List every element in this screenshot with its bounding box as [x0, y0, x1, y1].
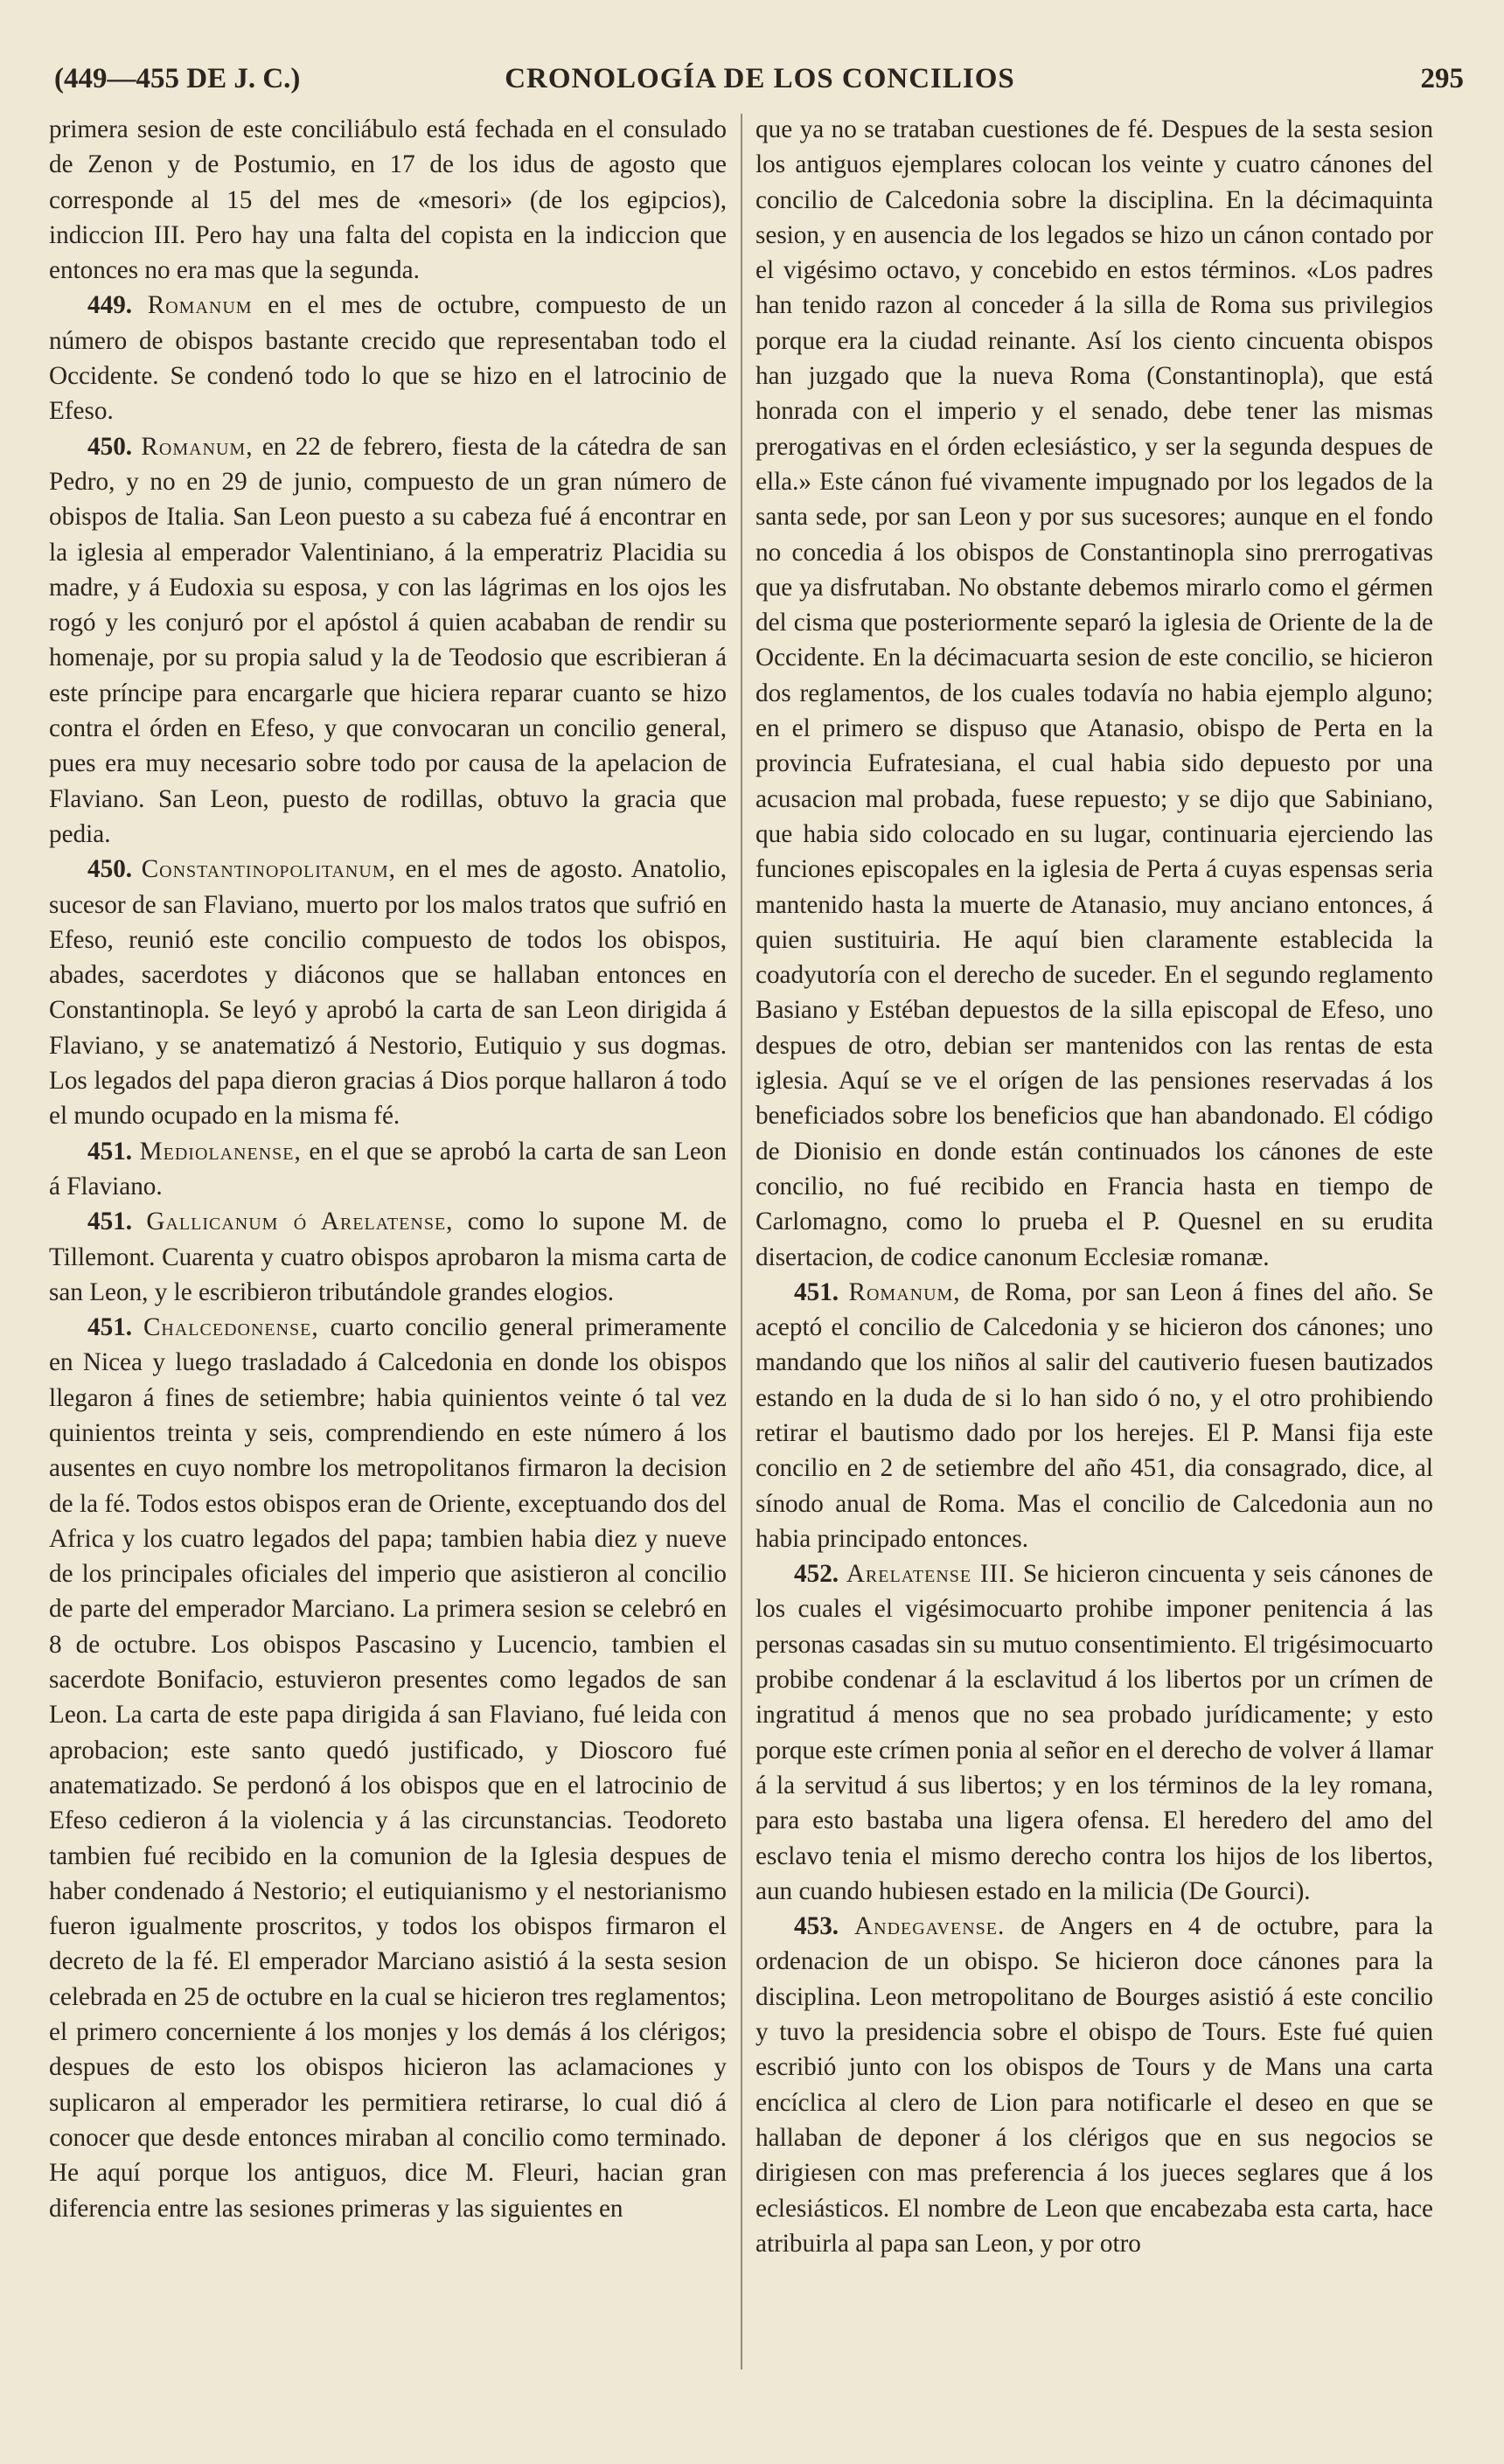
- council-name: Gallicanum ó Arelatense,: [146, 1208, 454, 1236]
- header-date-range: (449—455 DE J. C.): [54, 63, 301, 94]
- entry-450-constantinopolitanum: [49, 852, 727, 1133]
- entry-453-andegavense: [755, 1909, 1433, 2261]
- entry-number: 450.: [87, 432, 133, 461]
- page-number: 295: [1420, 63, 1464, 94]
- entry-number: 451.: [87, 1313, 133, 1342]
- entry-number: 453.: [794, 1912, 839, 1941]
- entry-449-romanum: [49, 288, 727, 428]
- entry-number: 450.: [87, 855, 133, 884]
- entry-451-chalcedonense: [49, 1310, 727, 2226]
- paragraph-continuation: que ya no se trataban cuestiones de fé. Despues de la sesta sesion los antiguos ejemplares colocan los veinte y cuatro cánones del concilio de Calcedonia sobre la disciplina. En la décimaquinta sesion, y en ausencia de los legados se hizo un cánon contado por el vigésimo octavo, y concebido en estos términos. «Los padres han tenido razon al conceder á la silla de Roma sus privilegios porque era la ciudad reinante. Así los ciento cincuenta obispos han juzgado que la nueva Roma (Constantinopla), que está honrada con el imperio y el senado, debe tener las mismas prerogativas en el órden eclesiástico, y ser la segunda despues de ella.» Este cánon fué vivamente impugnado por los legados de la santa sede, por san Leon y por sus sucesores; aunque en el fondo no concedia á los obispos de Constantinopla sino prerrogativas que ya disfrutaban. No obstante debemos mirarlo como el gérmen del cisma que posteriormente separó la iglesia de Oriente de la de Occidente. En la décimacuarta sesion de este concilio, se hicieron dos reglamentos, de los cuales todavía no habia ejemplo alguno; en el primero se dispuso que Atanasio, obispo de Perta en la provincia Eufratesiana, el cual habia sido depuesto por una acusacion mal probada, fuese repuesto; y se dijo que Sabiniano, que habia sido colocado en su lugar, continuaria ejerciendo las funciones episcopales en la iglesia de Perta á cuyas espensas seria mantenido hasta la muerte de Atanasio, muy anciano entonces, á quien sustituiria. He aquí bien claramente establecida la coadyutoría con el derecho de suceder. En el segundo reglamento Basiano y Estéban depuestos de la silla episcopal de Efeso, uno despues de otro, debian ser mantenidos con las rentas de esta iglesia. Aquí se ve el orígen de las pensiones reservadas á los beneficiados sobre los beneficios que han abandonado. El código de Dionisio en donde están continuados los cánones de este concilio, no fué recibido en Francia hasta en tiempo de Carlomagno, como lo prueba el P. Quesnel en su erudita disertacion, de codice canonum Ecclesiæ romanæ.: [755, 115, 1433, 1271]
- council-name: Mediolanense,: [139, 1137, 302, 1166]
- left-column: [49, 112, 727, 2368]
- entry-text: cuarto concilio general primeramente en Nicea y luego trasladado á Calcedonia en donde los obispos llegaron á fines de setiembre; habia quinientos veinte ó tal vez quinientos treinta y seis, comprendiendo en este número á los ausentes en cuyo nombre los metropolitanos firmaron la decision de la fé. Todos estos obispos eran de Oriente, exceptuando dos del Africa y los cuatro legados del papa; tambien habia diez y nueve de los principales oficiales del imperio que asistieron al concilio de parte del emperador Marciano. La primera sesion se celebró en 8 de octubre. Los obispos Pascasino y Lucencio, tambien el sacerdote Bonifacio, estuvieron presentes como legados de san Leon. La carta de este papa dirigida á san Flaviano, fué leida con aprobacion; este santo quedó justificado, y Dioscoro fué anatematizado. Se perdonó á los obispos que en el latrocinio de Efeso cedieron á la violencia y á las circunstancias. Teodoreto tambien fué recibido en la comunion de la Iglesia despues de haber condenado á Nestorio; el eutiquianismo y el nestorianismo fueron igualmente proscritos, y todos los obispos firmaron el decreto de la fé. El emperador Marciano asistió á la sesta sesion celebrada en 25 de octubre en la cual se hicieron tres reglamentos; el primero concerniente á los monjes y los demás á los clérigos; despues de esto los obispos hicieron las aclamaciones y suplicaron al emperador les permitiera retirarse, lo cual dió á conocer que desde entonces miraban al concilio como terminado. He aquí porque los antiguos, dice M. Fleuri, hacian gran diferencia entre las sesiones primeras y las siguientes en: [49, 1313, 727, 2223]
- council-name: Chalcedonense,: [143, 1313, 319, 1342]
- entry-number: 451.: [794, 1277, 839, 1306]
- entry-number: 451.: [87, 1208, 133, 1236]
- entry-text: de Angers en 4 de octubre, para la ordenacion de un obispo. Se hicieron doce cánones para la disciplina. Leon metropolitano de Bourges asistió á este concilio y tuvo la presidencia sobre el obispo de Tours. Este fué quien escribió junto con los obispos de Tours y de Mans una carta encíclica al clero de Lion para notificarle el deseo en que se hallaban de deponer á los clérigos que en sus negocios se dirigiesen con mas preferencia á los jueces seglares que á los eclesiásticos. El nombre de Leon que encabezaba esta carta, hace atribuirla al papa san Leon, y por otro: [755, 1912, 1433, 2258]
- page-header: [51, 51, 1469, 103]
- entry-451-romanum: [755, 1275, 1433, 1556]
- council-name: Arelatense III.: [846, 1560, 1016, 1589]
- entry-number: 449.: [87, 291, 133, 320]
- entry-text: Se hicieron cincuenta y seis cánones de los cuales el vigésimocuarto prohibe imponer penitencia á las personas casadas sin su mutuo consentimiento. El trigésimocuarto probibe condenar á la esclavitud á los libertos por un crímen de ingratitud á menos que no sea probado jurídicamente; y esto porque este crímen ponia al señor en el derecho de volver á llamar á la servitud á sus libertos; y en los términos de la ley romana, para esto bastaba una ligera ofensa. El heredero del amo del esclavo tenia el mismo derecho contra los hijos de los libertos, aun cuando hubiesen estado en la milicia (De Gourci).: [755, 1560, 1433, 1905]
- entry-number: 452.: [794, 1560, 839, 1589]
- column-divider: [741, 114, 742, 2370]
- council-name: Constantinopolitanum,: [141, 855, 396, 884]
- entry-text: de Roma, por san Leon á fines del año. Se aceptó el concilio de Calcedonia y se hicieron dos cánones; uno mandando que los niños al salir del cautiverio fuesen bautizados estando en la duda de si lo han sido ó no, y el otro prohibiendo retirar el bautismo dado por los herejes. El P. Mansi fija este concilio en 2 de setiembre del año 451, dia consagrado, dice, al sínodo anual de Roma. Mas el concilio de Calcedonia aun no habia principado entonces.: [755, 1277, 1433, 1553]
- paragraph-continuation: primera sesion de este conciliábulo está fechada en el consulado de Zenon y de Postumio, en 17 de los idus de agosto que corresponde al 15 del mes de «mesori» (de los egipcios), indiccion III. Pero hay una falta del copista en la indiccion que entonces no era mas que la segunda.: [49, 115, 727, 285]
- right-column: [755, 112, 1433, 2368]
- entry-number: 451.: [87, 1137, 133, 1166]
- header-title: CRONOLOGÍA DE LOS CONCILIOS: [505, 63, 1015, 94]
- entry-text: en el que se aprobó la carta de san Leon á Flaviano.: [49, 1137, 727, 1201]
- council-name: Andegavense.: [854, 1912, 1006, 1941]
- entry-451-mediolanense: [49, 1134, 727, 1205]
- entry-450-romanum: [49, 429, 727, 853]
- council-name: Romanum,: [848, 1277, 961, 1306]
- council-name: Romanum,: [141, 432, 254, 461]
- entry-text: en el mes de agosto. Anatolio, sucesor de san Flaviano, muerto por los malos tratos que sufrió en Efeso, reunió este concilio compuesto de todos los obispos, abades, sacerdotes y diáconos que se hallaban entonces en Constantinopla. Se leyó y aprobó la carta de san Leon dirigida á Flaviano, y se anatematizó á Nestorio, Eutiquio y sus dogmas. Los legados del papa dieron gracias á Dios porque hallaron á todo el mundo ocupado en la misma fé.: [49, 855, 727, 1131]
- council-name: Romanum: [147, 291, 253, 320]
- entry-text: como lo supone M. de Tillemont. Cuarenta y cuatro obispos aprobaron la misma carta de san Leon, y le escribieron tributándole grandes elogios.: [49, 1208, 727, 1306]
- entry-451-gallicanum: [49, 1204, 727, 1310]
- entry-text: en 22 de febrero, fiesta de la cátedra de san Pedro, y no en 29 de junio, compuesto de un gran número de obispos de Italia. San Leon puesto a su cabeza fué á encontrar en la iglesia al emperador Valentiniano, á la emperatriz Placidia su madre, y á Eudoxia su esposa, y con las lágrimas en los ojos les rogó y les conjuró por el apóstol á quien acababan de rendir su homenaje, por su propia salud y la de Teodosio que escribieran á este príncipe para encargarle que hiciera reparar cuanto se hizo contra el órden en Efeso, y que convocaran un concilio general, pues era muy necesario sobre todo por causa de la apelacion de Flaviano. San Leon, puesto de rodillas, obtuvo la gracia que pedia.: [49, 432, 727, 848]
- entry-452-arelatense: [755, 1556, 1433, 1909]
- entry-text: en el mes de octubre, compuesto de un número de obispos bastante crecido que representaban todo el Occidente. Se condenó todo lo que se hizo en el latrocinio de Efeso.: [49, 291, 727, 426]
